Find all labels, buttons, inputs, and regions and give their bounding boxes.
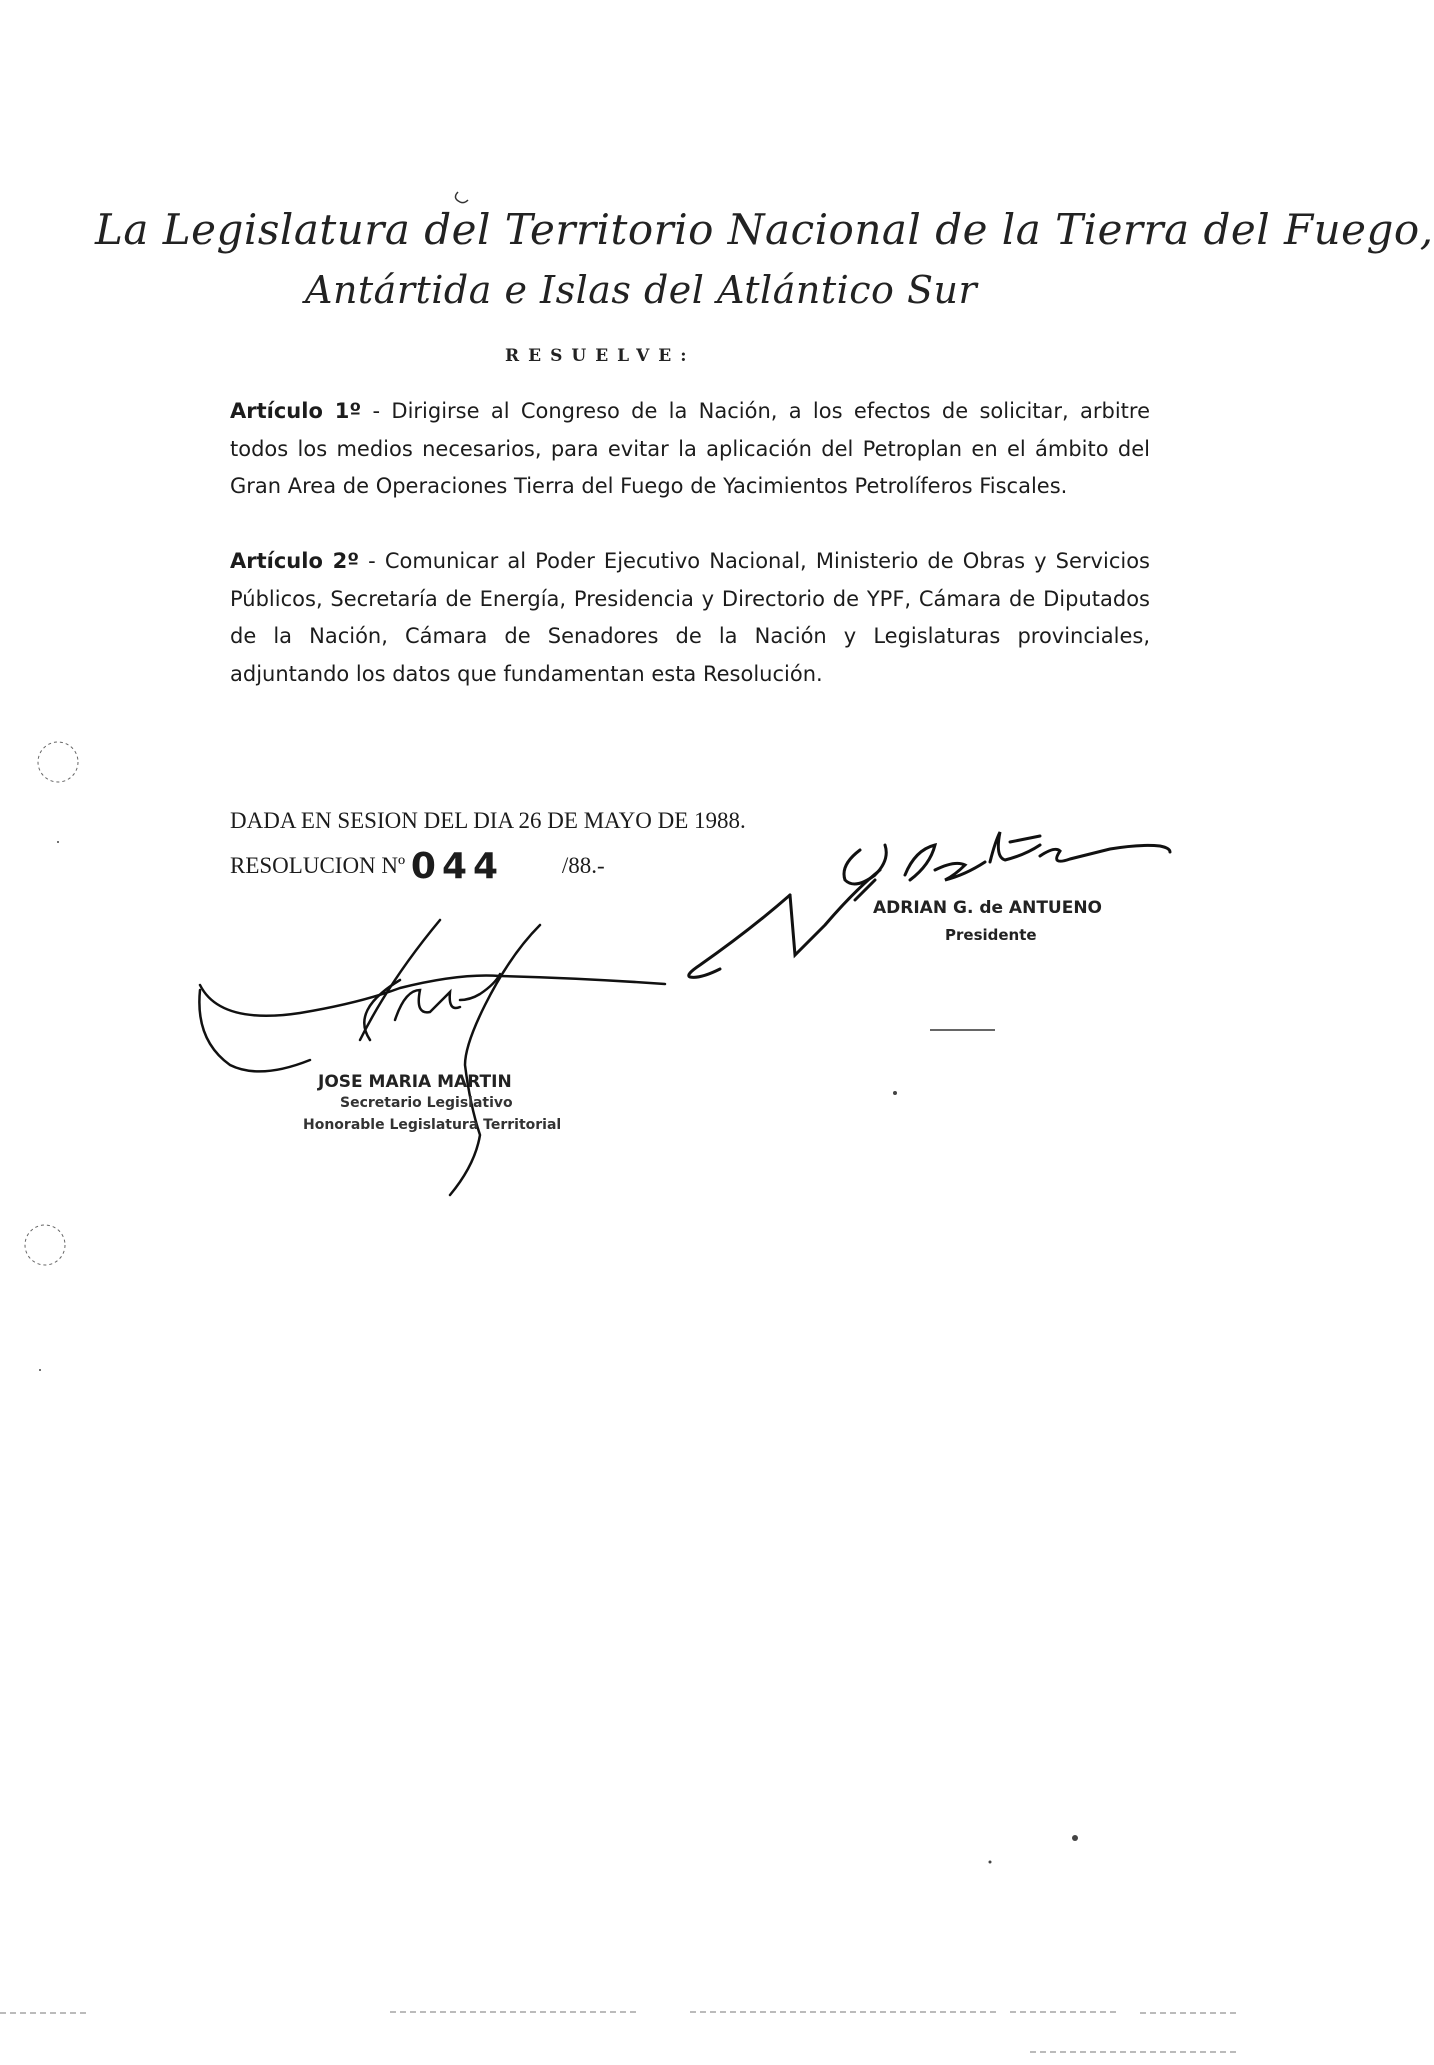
article-1-label: Artículo 1º [230,399,362,423]
secretary-title: Secretario Legislativo [340,1095,513,1111]
secretary-name: JOSE MARIA MARTIN [318,1072,512,1092]
article-2-label: Artículo 2º [230,549,360,573]
resolution-suffix: /88.- [561,853,605,878]
scan-specks [39,841,1078,1864]
letterhead-line-2: Antártida e Islas del Atlántico Sur [305,268,978,312]
secretary-organization: Honorable Legislatura Territorial [303,1117,562,1133]
article-1 [230,393,1150,506]
punch-hole-marks [25,742,78,1265]
secretary-signature [199,920,665,1195]
letterhead-line-1: La Legislatura del Territorio Nacional de la Tierra del Fuego, [95,205,1434,254]
scan-mark-top [455,192,468,203]
president-name: ADRIAN G. de ANTUENO [873,898,1103,918]
article-2 [230,543,1150,693]
president-title: Presidente [945,926,1037,944]
article-2-text: - Comunicar al Poder Ejecutivo Nacional, Ministerio de Obras y Servicios Públicos, Secretaría de Energía, Presidencia y Directorio de YPF, Cámara de Diputados de la Nación, Cámara de Senadores de la Nación y Legislaturas provinciales, adjuntando los datos que fundamentan esta Resolución. [230,549,1150,686]
resolution-number: 044 [410,846,505,887]
resolves-heading: RESUELVE: [505,346,696,366]
bottom-edge-marks [0,2012,1240,2052]
article-1-text: - Dirigirse al Congreso de la Nación, a los efectos de solicitar, arbitre todos los medios necesarios, para evitar la aplicación del Petroplan en el ámbito del Gran Area de Operaciones Tierra del Fuego de Yacimientos Petrolíferos Fiscales. [230,399,1150,498]
resolution-number-line [230,846,605,887]
session-date-line: DADA EN SESION DEL DIA 26 DE MAYO DE 1988. [230,808,746,833]
resolution-prefix: RESOLUCION Nº [230,853,406,878]
